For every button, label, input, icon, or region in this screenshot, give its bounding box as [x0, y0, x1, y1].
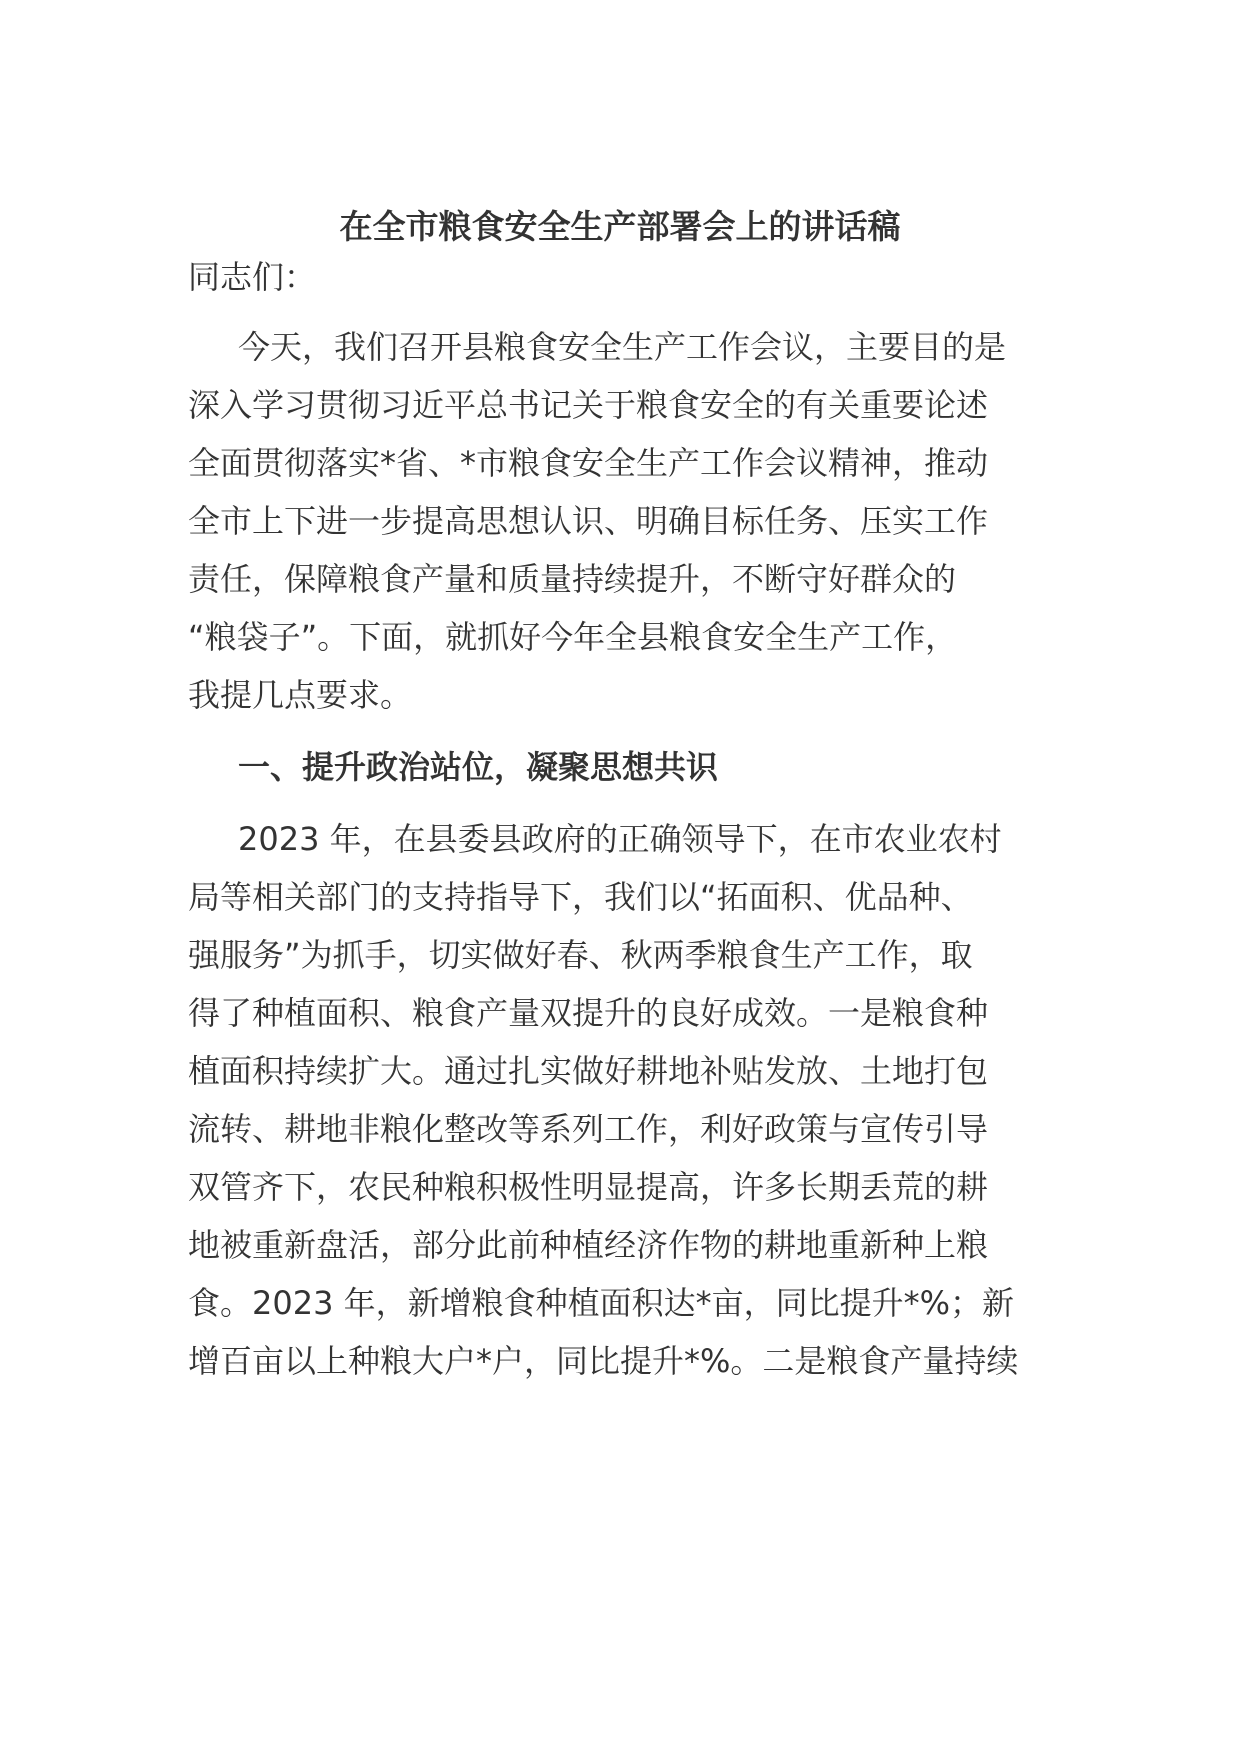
document-title: 在全市粮食安全生产部署会上的讲话稿	[339, 207, 901, 246]
paragraph-2-line: 2023 年，在县委县政府的正确领导下，在市农业农村	[238, 820, 1002, 858]
paragraph-1-line: 深入学习贯彻习近平总书记关于粮食安全的有关重要论述	[188, 386, 989, 424]
paragraph-2-line: 食。2023 年，新增粮食种植面积达*亩，同比提升*%；新	[188, 1284, 1015, 1322]
paragraph-2-line: 地被重新盘活，部分此前种植经济作物的耕地重新种上粮	[188, 1226, 989, 1264]
salutation: 同志们：	[188, 258, 317, 296]
section-heading-1: 一、提升政治站位，凝聚思想共识	[238, 748, 719, 786]
paragraph-1-line: 今天，我们召开县粮食安全生产工作会议，主要目的是	[238, 328, 1007, 366]
paragraph-2-line: 植面积持续扩大。通过扎实做好耕地补贴发放、土地打包	[188, 1052, 989, 1090]
paragraph-1-line: 全面贯彻落实*省、*市粮食安全生产工作会议精神，推动	[188, 444, 989, 482]
paragraph-2-line: 强服务”为抓手，切实做好春、秋两季粮食生产工作，取	[188, 936, 973, 974]
paragraph-2-line: 局等相关部门的支持指导下，我们以“拓面积、优品种、	[188, 878, 973, 916]
paragraph-2-line: 得了种植面积、粮食产量双提升的良好成效。一是粮食种	[188, 994, 989, 1032]
paragraph-2-line: 增百亩以上种粮大户*户，同比提升*%。二是粮食产量持续	[188, 1342, 1019, 1380]
paragraph-2-line: 双管齐下，农民种粮积极性明显提高，许多长期丢荒的耕	[188, 1168, 989, 1206]
paragraph-1-line: “粮袋子”。下面，就抓好今年全县粮食安全生产工作，	[188, 618, 958, 656]
paragraph-1-line: 责任，保障粮食产量和质量持续提升，不断守好群众的	[188, 560, 957, 598]
paragraph-2-line: 流转、耕地非粮化整改等系列工作，利好政策与宣传引导	[188, 1110, 989, 1148]
paragraph-1-line: 全市上下进一步提高思想认识、明确目标任务、压实工作	[188, 502, 989, 540]
paragraph-1-line: 我提几点要求。	[188, 676, 413, 714]
